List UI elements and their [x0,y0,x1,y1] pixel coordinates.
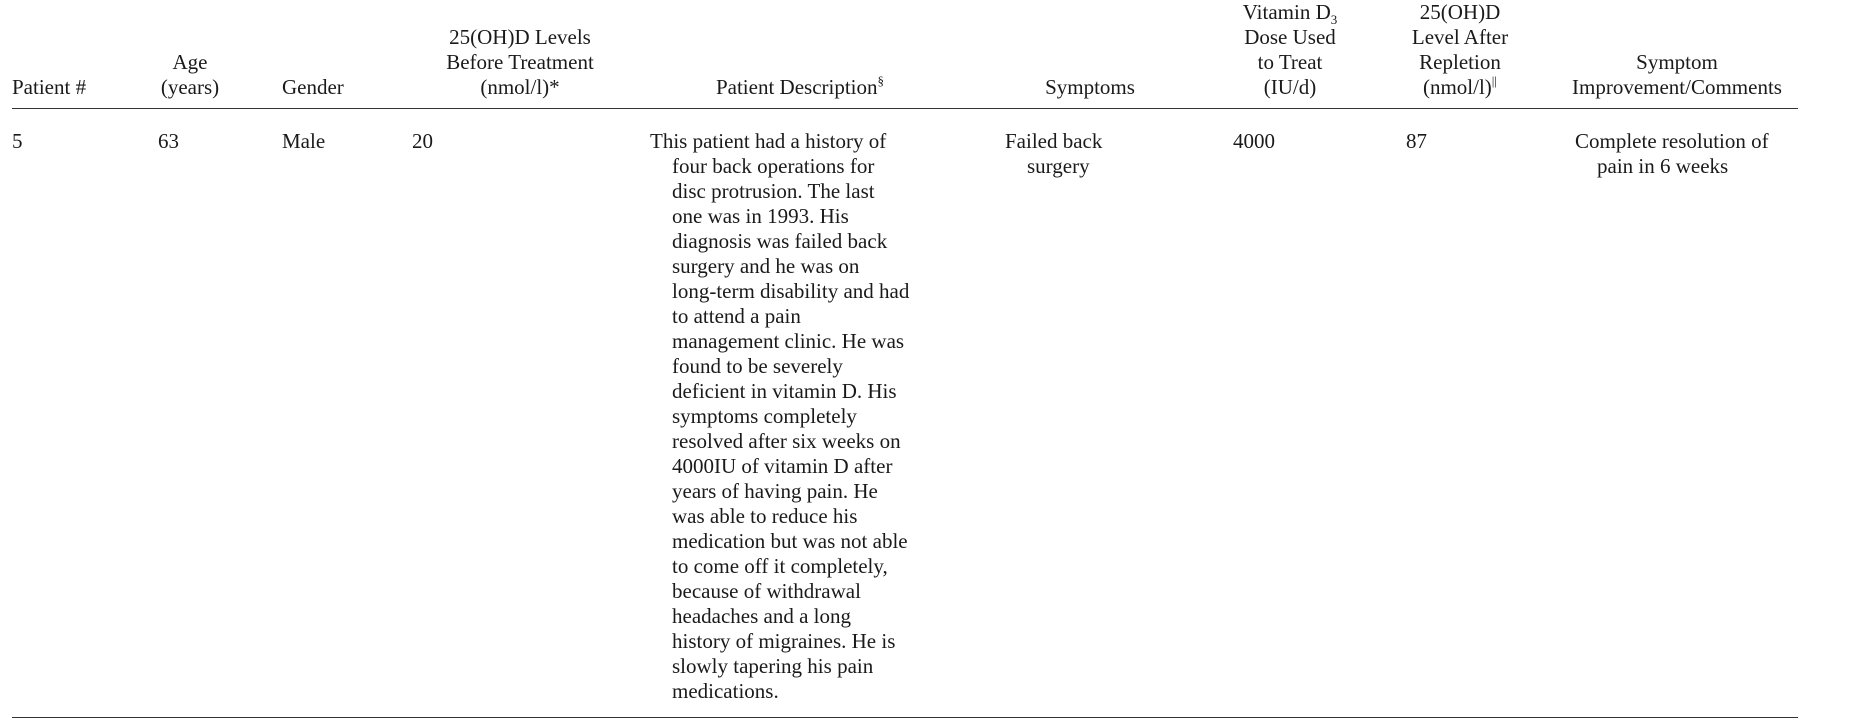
header-levels-before-line: 25(OH)D Levels [449,25,591,49]
description-line: history of migraines. He is [672,629,896,653]
header-age-line: (years) [160,75,220,99]
header-gender: Gender [282,75,344,99]
cell-description [650,129,970,704]
header-patient-num: Patient # [12,75,87,99]
description-line: management clinic. He was [672,329,905,353]
header-symptoms: Symptoms [1045,75,1135,99]
header-level-after-cell [1390,0,1530,100]
cell-patient-num: 5 [12,129,23,153]
cell-levels-before: 20 [412,129,433,153]
header-description [640,75,960,100]
description-line: 4000IU of vitamin D after [672,454,893,478]
header-dose-line: Dose Used [1244,25,1336,49]
header-levels-before-line: Before Treatment [446,50,594,74]
header-level-after-line [1390,75,1530,100]
header-dose-line: to Treat [1257,50,1323,74]
header-description-footnote-mark: § [877,73,885,88]
header-age [140,50,240,100]
cell-level-after: 87 [1406,129,1427,153]
header-level-after-line: Level After [1411,25,1509,49]
header-improvement-cell [1548,0,1806,100]
header-dose-vitamin: Vitamin D [1242,0,1331,24]
header-level-after-unit: (nmol/l) [1422,75,1492,99]
description-lines [650,129,970,704]
description-line: medication but was not able [672,529,908,553]
description-line: symptoms completely [672,404,857,428]
description-line: because of withdrawal [672,579,861,603]
description-line: medications. [672,679,779,703]
header-age-cell [140,0,240,100]
header-levels-before-line: (nmol/l)* [480,75,560,99]
cell-dose: 4000 [1233,129,1275,153]
description-line: one was in 1993. His [672,204,849,228]
description-line: found to be severely [672,354,843,378]
description-line: slowly tapering his pain [672,654,874,678]
header-description-text: Patient Description [715,75,878,99]
header-dose [1220,0,1360,100]
description-line: years of having pain. He [672,479,878,503]
header-dose-cell [1220,0,1360,100]
header-levels-before-cell [405,0,635,100]
improvement-line: pain in 6 weeks [1597,154,1729,178]
description-line: resolved after six weeks on [672,429,901,453]
header-symptoms-cell [1020,0,1160,100]
description-line: was able to reduce his [672,504,858,528]
header-improvement-line: Improvement/Comments [1572,75,1782,99]
header-gender-cell [282,0,382,100]
header-rule [12,108,1798,109]
description-line: headaches and a long [672,604,852,628]
description-line: to come off it completely, [672,554,888,578]
header-levels-before [405,25,635,100]
header-level-after-line: 25(OH)D [1419,0,1501,24]
header-level-after-footnote-mark: || [1491,73,1498,88]
header-level-after [1390,0,1530,100]
symptoms-line: surgery [1027,154,1090,178]
improvement-line: Complete resolution of [1575,129,1769,153]
cell-gender: Male [282,129,326,153]
header-age-line: Age [172,50,208,74]
cell-symptoms [1005,129,1185,179]
symptoms-line: Failed back [1005,129,1103,153]
improvement-lines [1575,129,1815,179]
header-improvement-line: Symptom [1636,50,1718,74]
description-line: disc protrusion. The last [672,179,875,203]
description-line: deficient in vitamin D. His [672,379,897,403]
description-line: This patient had a history of [650,129,887,153]
description-line: four back operations for [672,154,875,178]
symptoms-lines [1005,129,1185,179]
description-line: surgery and he was on [672,254,860,278]
cell-age: 63 [158,129,179,153]
header-level-after-line: Repletion [1419,50,1501,74]
header-improvement [1548,50,1806,100]
description-line: diagnosis was failed back [672,229,888,253]
cell-improvement [1575,129,1815,179]
description-line: to attend a pain [672,304,801,328]
header-dose-line [1220,0,1360,25]
description-line: long-term disability and had [672,279,910,303]
header-dose-subscript: 3 [1330,12,1338,27]
header-dose-line: (IU/d) [1263,75,1317,99]
header-patient-num-cell [12,0,132,100]
header-description-cell [640,0,960,100]
